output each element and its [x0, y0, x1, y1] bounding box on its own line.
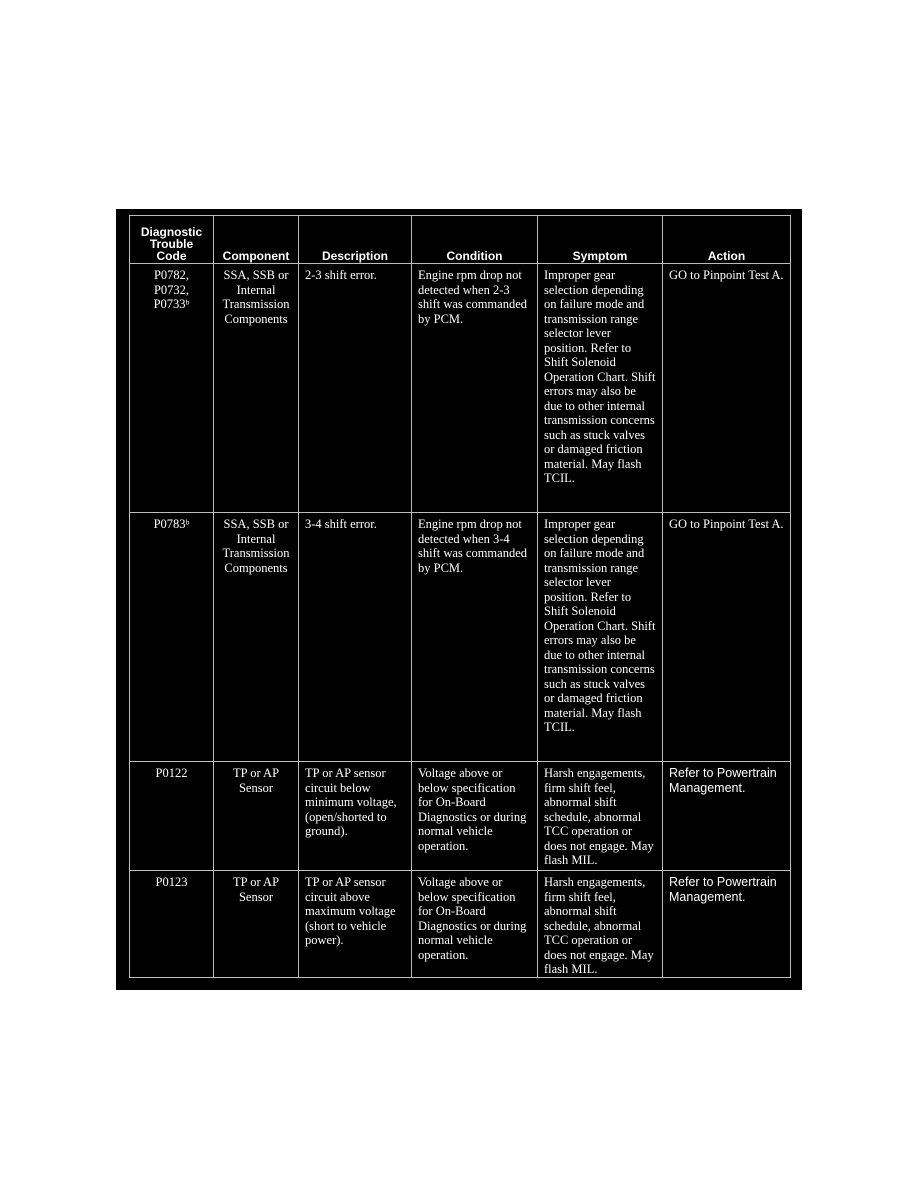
- cell-description: TP or AP sensor circuit below minimum voltage, (open/shorted to ground).: [299, 762, 412, 871]
- header-component: Component: [214, 216, 299, 264]
- cell-symptom: Harsh engagements, firm shift feel, abnormal shift schedule, abnormal TCC operation or does not engage. May flash MIL.: [538, 871, 663, 978]
- cell-component: SSA, SSB or Internal Transmission Components: [214, 513, 299, 762]
- cell-code: P0783ᵇ: [130, 513, 214, 762]
- table-row: [130, 513, 791, 762]
- table-header-row: [130, 216, 791, 264]
- cell-code: P0123: [130, 871, 214, 978]
- cell-condition: Engine rpm drop not detected when 2-3 shift was commanded by PCM.: [412, 264, 538, 513]
- header-action: Action: [663, 216, 791, 264]
- cell-action: GO to Pinpoint Test A.: [663, 513, 791, 762]
- cell-description: 2-3 shift error.: [299, 264, 412, 513]
- table-row: [130, 762, 791, 871]
- cell-description: 3-4 shift error.: [299, 513, 412, 762]
- header-condition: Condition: [412, 216, 538, 264]
- cell-description: TP or AP sensor circuit above maximum voltage (short to vehicle power).: [299, 871, 412, 978]
- table-row: [130, 264, 791, 513]
- dtc-table-panel: [116, 209, 802, 990]
- cell-condition: Engine rpm drop not detected when 3-4 shift was commanded by PCM.: [412, 513, 538, 762]
- header-code: Diagnostic Trouble Code: [130, 216, 214, 264]
- cell-component: TP or AP Sensor: [214, 871, 299, 978]
- header-symptom: Symptom: [538, 216, 663, 264]
- cell-action: Refer to Powertrain Management.: [663, 871, 791, 978]
- cell-condition: Voltage above or below specification for On-Board Diagnostics or during normal vehicle operation.: [412, 871, 538, 978]
- cell-code: P0122: [130, 762, 214, 871]
- cell-action: Refer to Powertrain Management.: [663, 762, 791, 871]
- cell-symptom: Harsh engagements, firm shift feel, abnormal shift schedule, abnormal TCC operation or does not engage. May flash MIL.: [538, 762, 663, 871]
- cell-symptom: Improper gear selection depending on failure mode and transmission range selector lever position. Refer to Shift Solenoid Operation Chart. Shift errors may also be due to other internal transmission concerns such as stuck valves or damaged friction material. May flash TCIL.: [538, 264, 663, 513]
- cell-component: SSA, SSB or Internal Transmission Components: [214, 264, 299, 513]
- table-row: [130, 871, 791, 978]
- cell-code: P0782, P0732, P0733ᵇ: [130, 264, 214, 513]
- header-description: Description: [299, 216, 412, 264]
- cell-action: GO to Pinpoint Test A.: [663, 264, 791, 513]
- cell-condition: Voltage above or below specification for On-Board Diagnostics or during normal vehicle operation.: [412, 762, 538, 871]
- dtc-table: [129, 215, 791, 978]
- cell-symptom: Improper gear selection depending on failure mode and transmission range selector lever position. Refer to Shift Solenoid Operation Chart. Shift errors may also be due to other internal transmission concerns such as stuck valves or damaged friction material. May flash TCIL.: [538, 513, 663, 762]
- cell-component: TP or AP Sensor: [214, 762, 299, 871]
